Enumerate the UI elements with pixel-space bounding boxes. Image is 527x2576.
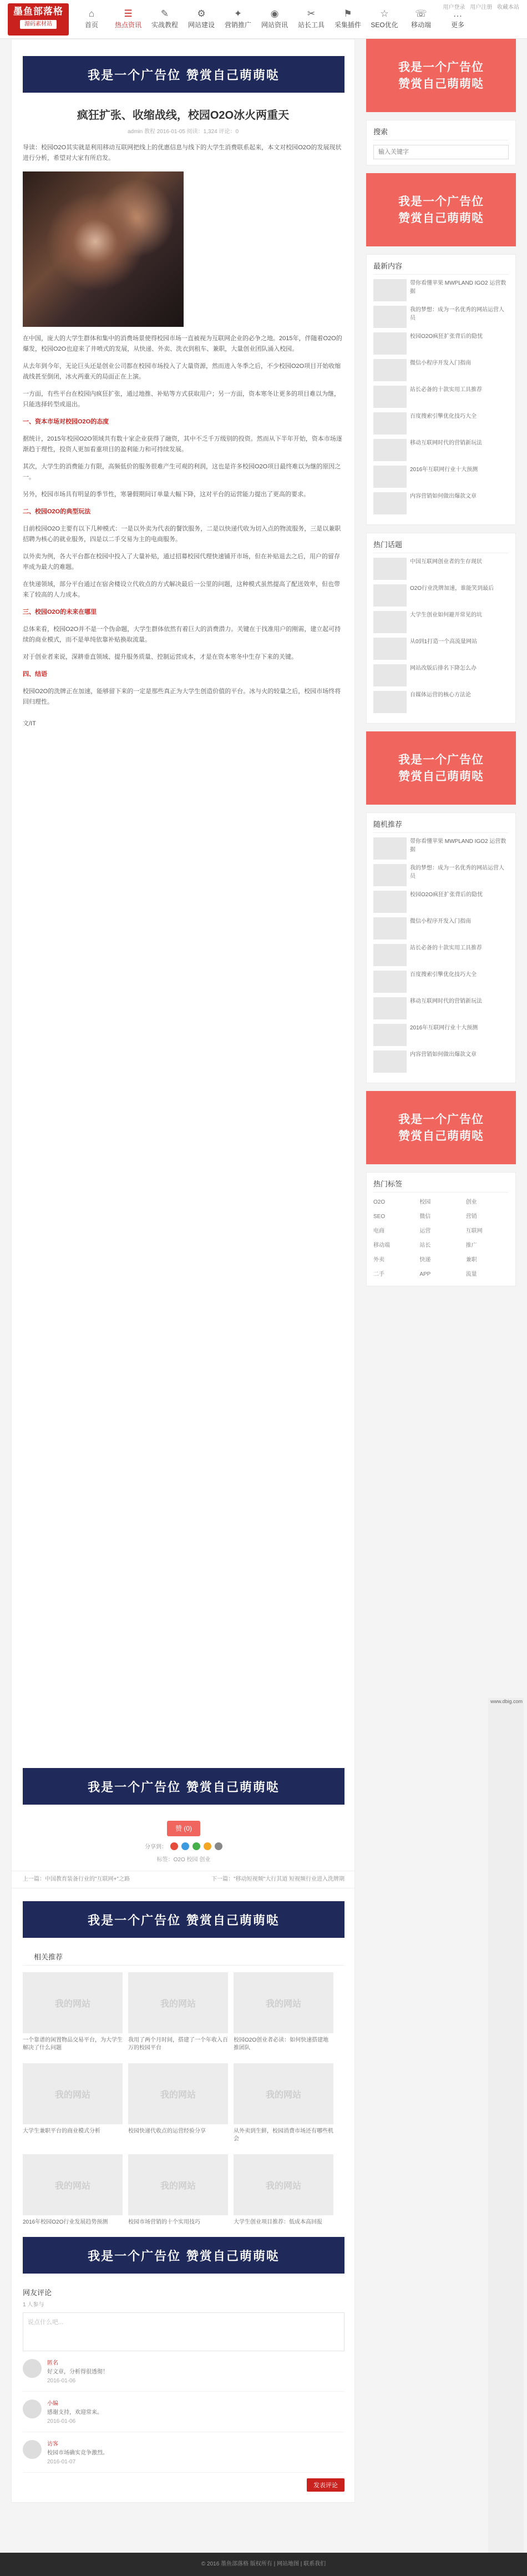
side-thumb bbox=[373, 944, 407, 966]
random-item[interactable] bbox=[373, 864, 509, 886]
tag-link[interactable]: 营销 bbox=[465, 1214, 477, 1220]
side-thumb bbox=[373, 917, 407, 940]
watermark: www.dbig.com bbox=[488, 1698, 524, 2573]
related-thumb: 我的网站 bbox=[128, 1972, 228, 2033]
nav-item-5[interactable] bbox=[256, 0, 293, 39]
latest-title: 最新内容 bbox=[373, 260, 509, 275]
tag-link[interactable]: O2O bbox=[373, 1199, 386, 1205]
ad-text: 我是一个广告位 赞赏自己萌萌哒 bbox=[88, 2249, 280, 2264]
related-thumb: 我的网站 bbox=[23, 2154, 123, 2215]
article-paragraph: 据统计，2015年校园O2O领域共有数十家企业获得了融资，其中不乏千万级别的投资。然而从下半年开始，资本市场逐渐趋于理性，投资人更加看重项目的盈利能力和可持续发展。 bbox=[23, 436, 342, 453]
nav-icon: ⚙ bbox=[197, 8, 206, 19]
avatar bbox=[23, 2440, 42, 2459]
tag-link[interactable]: 互联网 bbox=[465, 1228, 483, 1234]
related-thumb: 我的网站 bbox=[234, 2154, 333, 2215]
side-ad-2[interactable] bbox=[366, 173, 516, 246]
latest-item[interactable] bbox=[373, 386, 509, 408]
tag-link[interactable]: 快递 bbox=[419, 1257, 431, 1263]
comment-title: 网友评论 bbox=[23, 2289, 52, 2297]
nav-label: 网站资讯 bbox=[261, 21, 288, 29]
nav-item-7[interactable] bbox=[330, 0, 366, 39]
side-thumb bbox=[373, 412, 407, 435]
comment-count: 1 人参与 bbox=[23, 2302, 44, 2308]
article-paragraph: 校园O2O的洗牌正在加速，能够留下来的一定是那些真正为大学生创造价值的平台。冰与火的较量之后，校园市场终将回归理性。 bbox=[23, 688, 341, 705]
random-item[interactable] bbox=[373, 917, 509, 940]
prev-article-link[interactable]: 上一篇：中国教育装备行业的"互联网+"之路 bbox=[23, 1876, 130, 1882]
comment-ad-section bbox=[12, 2237, 356, 2274]
related-card[interactable] bbox=[23, 1972, 123, 2055]
tag-link[interactable]: 推广 bbox=[465, 1242, 477, 1249]
nav-item-8[interactable] bbox=[366, 0, 403, 39]
random-item[interactable] bbox=[373, 971, 509, 993]
article-paragraph: 目前校园O2O主要有以下几种模式：一是以外卖为代表的餐饮服务，二是以快递代收为切入点的物流服务，三是以兼职招聘为核心的就业服务，四是以二手交易为主的电商服务。 bbox=[23, 526, 341, 543]
tag-link[interactable]: 电商 bbox=[373, 1228, 384, 1234]
site-logo[interactable] bbox=[8, 3, 69, 36]
article-body bbox=[12, 334, 354, 708]
side-thumb bbox=[373, 891, 407, 913]
nav-label: 网站建设 bbox=[188, 21, 215, 29]
more-share-icon[interactable] bbox=[215, 1842, 222, 1850]
tag-link[interactable]: APP bbox=[419, 1271, 431, 1277]
qzone-icon[interactable] bbox=[204, 1842, 211, 1850]
random-item[interactable] bbox=[373, 891, 509, 913]
side-item-text: 带你看懂苹果 MWPLAND IGO2 运营数据 bbox=[410, 839, 506, 853]
latest-item[interactable] bbox=[373, 439, 509, 461]
wechat-icon[interactable] bbox=[192, 1842, 200, 1850]
article-paragraph: 总体来看，校园O2O并不是一个伪命题，大学生群体依然有着巨大的消费潜力。关键在于找准用户的刚需，建立起可持续的商业模式，而不是单纯依靠补贴换取流量。 bbox=[23, 626, 341, 643]
comment-ad-banner[interactable] bbox=[23, 2237, 344, 2274]
mid-ad-banner[interactable] bbox=[23, 1768, 344, 1805]
related-card[interactable] bbox=[234, 2154, 333, 2237]
nav-item-1[interactable] bbox=[110, 0, 146, 39]
side-item-text: 自媒体运营的核心方法论 bbox=[410, 692, 471, 698]
nav-label: 实战教程 bbox=[151, 21, 178, 29]
hot-item[interactable] bbox=[373, 638, 509, 660]
ad-line1: 我是一个广告位 bbox=[398, 752, 484, 766]
latest-item[interactable] bbox=[373, 466, 509, 488]
latest-item[interactable] bbox=[373, 412, 509, 435]
latest-box bbox=[366, 254, 516, 525]
related-card[interactable] bbox=[23, 2154, 123, 2237]
hot-item[interactable] bbox=[373, 664, 509, 686]
comment-text: 校园市场确实竞争激烈。 bbox=[47, 2450, 108, 2456]
nav-item-0[interactable] bbox=[73, 0, 110, 39]
random-item[interactable] bbox=[373, 997, 509, 1019]
side-thumb bbox=[373, 306, 407, 328]
latest-item[interactable] bbox=[373, 359, 509, 381]
article-paragraph: 一、资本市场对校园O2O的态度 bbox=[23, 418, 109, 425]
article-paragraph: 以外卖为例，各大平台都在校园中投入了大量补贴，通过招募校园代理快速铺开市场，但在补贴退去之后，用户的留存率成为最大的难题。 bbox=[23, 553, 340, 570]
weibo-icon[interactable] bbox=[170, 1842, 178, 1850]
hot-item[interactable] bbox=[373, 558, 509, 580]
article-paragraph: 其次，大学生的消费能力有限，高频低价的服务很难产生可观的利润，这也是许多校园O2O项目最终难以为继的原因之一。 bbox=[23, 463, 341, 481]
side-item-text: 我的梦想：成为一名优秀的网站运营人员 bbox=[410, 307, 504, 321]
side-thumb bbox=[373, 691, 407, 713]
top-ad-banner[interactable] bbox=[23, 56, 344, 93]
article-paragraph: 对于创业者来说，深耕垂直领域、提升服务质量、控制运营成本，才是在资本寒冬中生存下来的关键。 bbox=[23, 654, 297, 660]
side-thumb bbox=[373, 584, 407, 607]
side-item-text: 站长必备的十款实用工具推荐 bbox=[410, 387, 482, 393]
related-section bbox=[12, 1951, 356, 2237]
side-item-text: 移动互联网时代的营销新玩法 bbox=[410, 998, 482, 1004]
like-button[interactable]: 赞 (0) bbox=[167, 1821, 200, 1836]
nav-label: 热点资讯 bbox=[114, 21, 141, 29]
comment-item bbox=[23, 2440, 344, 2473]
comment-section bbox=[12, 2287, 356, 2492]
side-ad-3[interactable] bbox=[366, 731, 516, 805]
side-thumb bbox=[373, 466, 407, 488]
search-title: 搜索 bbox=[373, 126, 509, 140]
related-title-text: 大学生创业项目推荐：低成本高回报 bbox=[234, 2219, 322, 2225]
comment-time: 2016-01-06 bbox=[47, 2378, 76, 2384]
top-header bbox=[0, 0, 527, 39]
side-item-text: 带你看懂苹果 MWPLAND IGO2 运营数据 bbox=[410, 280, 506, 295]
nav-label: SEO优化 bbox=[371, 21, 398, 29]
related-title-text: 校园市场营销的十个实用技巧 bbox=[128, 2219, 200, 2225]
article-paragraph: 一方面，有些平台在校园内疯狂扩张，通过地推、补贴等方式获取用户；另一方面，资本寒冬让更多的项目难以为继，只能选择转型或退出。 bbox=[23, 391, 340, 408]
ad-text: 我是一个广告位 赞赏自己萌萌哒 bbox=[88, 68, 280, 83]
related-title-text: 校园O2O创业者必读：如何快速搭建地推团队 bbox=[234, 2037, 329, 2051]
comment-author[interactable]: 匿名 bbox=[47, 2360, 58, 2366]
side-thumb bbox=[373, 439, 407, 461]
side-item-text: 百度搜索引擎优化技巧大全 bbox=[410, 972, 477, 978]
logo-title: 墨鱼部落格 bbox=[13, 6, 63, 17]
side-item-text: 移动互联网时代的营销新玩法 bbox=[410, 440, 482, 446]
comment-text: 感谢支持，欢迎常来。 bbox=[47, 2410, 103, 2416]
side-thumb bbox=[373, 359, 407, 381]
tag-link[interactable]: SEO bbox=[373, 1214, 386, 1220]
nav-icon: ◉ bbox=[270, 8, 279, 19]
bottom-ad-section bbox=[12, 1901, 356, 1938]
side-item-text: 我的梦想：成为一名优秀的网站运营人员 bbox=[410, 865, 504, 880]
hot-item[interactable] bbox=[373, 691, 509, 713]
side-thumb bbox=[373, 837, 407, 860]
user-bar bbox=[439, 3, 519, 12]
nav-icon: … bbox=[453, 8, 463, 19]
tag-link[interactable]: 移动端 bbox=[373, 1242, 390, 1249]
nav-label: 更多 bbox=[450, 21, 464, 29]
ad-line1: 我是一个广告位 bbox=[398, 1112, 484, 1126]
nav-item-9[interactable] bbox=[403, 0, 439, 39]
related-card[interactable] bbox=[234, 2063, 333, 2146]
comment-author[interactable]: 访客 bbox=[47, 2441, 58, 2447]
related-thumb: 我的网站 bbox=[234, 2063, 333, 2124]
related-title-text: 一个靠谱的闲置物品交易平台，为大学生解决了什么问题 bbox=[23, 2037, 123, 2051]
search-input[interactable] bbox=[373, 145, 509, 159]
sidebar bbox=[366, 39, 516, 1294]
article-main bbox=[11, 39, 355, 2503]
side-ad-1[interactable] bbox=[366, 39, 516, 112]
side-item-text: 2016年互联网行业十大预测 bbox=[410, 1025, 478, 1031]
related-card[interactable] bbox=[23, 2063, 123, 2146]
related-title-text: 我用了两个月时间，搭建了一个年收入百万的校园平台 bbox=[128, 2037, 228, 2051]
side-item-text: 校园O2O疯狂扩张背后的隐忧 bbox=[410, 334, 483, 340]
article-photo bbox=[23, 171, 184, 327]
side-item-text: 微信小程序开发入门指南 bbox=[410, 360, 471, 366]
article-paragraph: 四、结语 bbox=[23, 671, 47, 678]
latest-item[interactable] bbox=[373, 306, 509, 328]
ad-line1: 我是一个广告位 bbox=[398, 194, 484, 208]
related-thumb: 我的网站 bbox=[128, 2063, 228, 2124]
tags-box bbox=[366, 1172, 516, 1286]
article-lead: 导读：校园O2O其实就是利用移动互联网把线上的优惠信息与线下的大学生消费联系起来，本文对校园O2O的发展现状进行分析，希望对大家有所启发。 bbox=[23, 144, 342, 161]
share-section bbox=[12, 1821, 356, 1863]
nav-label: 首页 bbox=[84, 21, 98, 29]
nav-icon: ⌂ bbox=[88, 8, 95, 19]
nav-item-6[interactable] bbox=[293, 0, 330, 39]
site-footer: © 2016 墨鱼部落格 版权所有 | 网站地图 | 联系我们 bbox=[0, 2553, 527, 2576]
random-item[interactable] bbox=[373, 837, 509, 860]
comment-input[interactable]: 说点什么吧... bbox=[23, 2312, 344, 2351]
nav-label: 站长工具 bbox=[297, 21, 325, 29]
side-item-text: 站长必备的十款实用工具推荐 bbox=[410, 945, 482, 951]
latest-item[interactable] bbox=[373, 332, 509, 355]
ad-line2: 赞赏自己萌萌哒 bbox=[398, 211, 484, 225]
side-thumb bbox=[373, 386, 407, 408]
nav-icon: ⚑ bbox=[343, 8, 352, 19]
nav-icon: ✂ bbox=[307, 8, 316, 19]
tag-link[interactable]: 校园 bbox=[419, 1199, 431, 1205]
tag-link[interactable]: 兼职 bbox=[465, 1257, 477, 1263]
comment-item bbox=[23, 2400, 344, 2432]
hot-title: 热门话题 bbox=[373, 539, 509, 553]
prev-next-nav bbox=[12, 1871, 356, 1888]
nav-label: 采集插件 bbox=[334, 21, 361, 29]
nav-icon: ✦ bbox=[234, 8, 242, 19]
tag-link[interactable]: 运营 bbox=[419, 1228, 431, 1234]
side-item-text: 校园O2O疯狂扩张背后的隐忧 bbox=[410, 892, 483, 898]
qq-icon[interactable] bbox=[181, 1842, 189, 1850]
nav-label: 移动端 bbox=[411, 21, 431, 29]
related-card[interactable] bbox=[128, 1972, 228, 2055]
nav-item-2[interactable] bbox=[146, 0, 183, 39]
related-thumb: 我的网站 bbox=[128, 2154, 228, 2215]
latest-item[interactable] bbox=[373, 492, 509, 514]
ad-text: 我是一个广告位 赞赏自己萌萌哒 bbox=[88, 1780, 280, 1795]
article-paragraph: 二、校园O2O的典型玩法 bbox=[23, 508, 91, 515]
nav-icon: ☆ bbox=[380, 8, 389, 19]
article-tags: 标签：O2O 校园 创业 bbox=[156, 1857, 211, 1863]
share-row bbox=[12, 1842, 356, 1850]
related-title-text: 2016年校园O2O行业发展趋势预测 bbox=[23, 2219, 108, 2225]
related-thumb: 我的网站 bbox=[23, 1972, 123, 2033]
random-item[interactable] bbox=[373, 1024, 509, 1046]
related-thumb: 我的网站 bbox=[234, 1972, 333, 2033]
related-title-text: 大学生兼职平台的商业模式分析 bbox=[23, 2128, 100, 2134]
related-title: 相关推荐 bbox=[23, 1951, 344, 1966]
article-paragraph: 从去年到今年，无论巨头还是创业公司都在校园市场投入了大量资源，然而进入冬季之后，不少校园O2O项目开始收缩战线甚至倒闭，冰火两重天的局面正在上演。 bbox=[23, 363, 341, 380]
avatar bbox=[23, 2400, 42, 2418]
register-link[interactable]: 用户注册 bbox=[470, 4, 493, 11]
tag-link[interactable]: 微信 bbox=[419, 1214, 431, 1220]
random-item[interactable] bbox=[373, 1050, 509, 1073]
tags-title: 热门标签 bbox=[373, 1178, 509, 1193]
side-item-text: 内容营销如何做出爆款文章 bbox=[410, 1052, 477, 1058]
side-thumb bbox=[373, 279, 407, 301]
related-card[interactable] bbox=[128, 2154, 228, 2237]
ad-line2: 赞赏自己萌萌哒 bbox=[398, 769, 484, 783]
mid-ad-section bbox=[12, 1768, 356, 1805]
related-card[interactable] bbox=[234, 1972, 333, 2055]
article-meta: admin 教程 2016-01-05 阅读：1,324 评论：0 bbox=[127, 129, 239, 135]
tag-link[interactable]: 创业 bbox=[465, 1199, 477, 1205]
side-thumb bbox=[373, 332, 407, 355]
nav-icon: ✎ bbox=[160, 8, 169, 19]
comment-author[interactable]: 小编 bbox=[47, 2401, 58, 2407]
article-paragraph: 另外，校园市场具有明显的季节性，寒暑假期间订单量大幅下降，这对平台的运营能力提出了更高的要求。 bbox=[23, 491, 310, 498]
article-paragraph: 三、校园O2O的未来在哪里 bbox=[23, 609, 97, 615]
side-item-text: 内容营销如何做出爆款文章 bbox=[410, 493, 477, 499]
ad-line1: 我是一个广告位 bbox=[398, 60, 484, 74]
side-thumb bbox=[373, 864, 407, 886]
avatar bbox=[23, 2359, 42, 2378]
side-item-text: 网站改版后排名下降怎么办 bbox=[410, 665, 477, 671]
search-box bbox=[366, 120, 516, 165]
side-item-text: 2016年互联网行业十大预测 bbox=[410, 467, 478, 473]
side-item-text: 百度搜索引擎优化技巧大全 bbox=[410, 413, 477, 420]
main-nav bbox=[73, 0, 476, 39]
related-title-text: 校园快递代收点的运营经验分享 bbox=[128, 2128, 206, 2134]
side-thumb bbox=[373, 611, 407, 633]
nav-item-3[interactable] bbox=[183, 0, 220, 39]
article-paragraph: 在快递领域，部分平台通过在宿舍楼设立代收点的方式解决最后一公里的问题，这种模式虽然提高了配送效率，但也带来了较高的人力成本。 bbox=[23, 581, 340, 598]
related-thumb: 我的网站 bbox=[23, 2063, 123, 2124]
side-thumb bbox=[373, 664, 407, 686]
side-thumb bbox=[373, 558, 407, 580]
ad-line2: 赞赏自己萌萌哒 bbox=[398, 1129, 484, 1143]
article-title: 疯狂扩张、收缩战线，校园O2O冰火两重天 bbox=[77, 109, 290, 122]
side-item-text: 大学生创业如何避开常见的坑 bbox=[410, 612, 482, 618]
comment-item bbox=[23, 2359, 344, 2392]
article-source: 文/IT bbox=[23, 720, 36, 727]
comment-time: 2016-01-06 bbox=[47, 2418, 76, 2425]
tag-link[interactable]: 二手 bbox=[373, 1271, 384, 1277]
side-item-text: 中国互联网创业者的生存现状 bbox=[410, 559, 482, 565]
related-card[interactable] bbox=[128, 2063, 228, 2146]
login-link[interactable]: 用户登录 bbox=[443, 4, 465, 11]
side-item-text: 微信小程序开发入门指南 bbox=[410, 918, 471, 925]
nav-item-4[interactable] bbox=[220, 0, 256, 39]
side-item-text: 从0到1打造一个高流量网站 bbox=[410, 639, 478, 645]
comment-text: 好文章，分析得很透彻！ bbox=[47, 2369, 108, 2375]
random-box bbox=[366, 812, 516, 1083]
latest-item[interactable] bbox=[373, 279, 509, 301]
tag-link[interactable]: 站长 bbox=[419, 1242, 431, 1249]
comment-time: 2016-01-07 bbox=[47, 2459, 76, 2465]
nav-icon: ☏ bbox=[415, 8, 427, 19]
side-thumb bbox=[373, 1024, 407, 1046]
share-label: 分享到： bbox=[145, 1844, 167, 1850]
side-thumb bbox=[373, 1050, 407, 1073]
side-item-text: O2O行业洗牌加速，谁能笑到最后 bbox=[410, 585, 494, 592]
hot-item[interactable] bbox=[373, 611, 509, 633]
hot-item[interactable] bbox=[373, 584, 509, 607]
hot-box bbox=[366, 533, 516, 724]
ad-text: 我是一个广告位 赞赏自己萌萌哒 bbox=[88, 1913, 280, 1928]
related-title-text: 从外卖到生鲜，校园消费市场还有哪些机会 bbox=[234, 2128, 333, 2142]
side-ad-4[interactable] bbox=[366, 1091, 516, 1164]
favorite-link[interactable]: 收藏本站 bbox=[497, 4, 519, 11]
nav-icon: ☰ bbox=[124, 8, 133, 19]
bottom-ad-banner[interactable] bbox=[23, 1901, 344, 1938]
ad-line2: 赞赏自己萌萌哒 bbox=[398, 77, 484, 90]
next-article-link[interactable]: 下一篇："移动短视频"大行其道 短视频行业进入洗牌期 bbox=[211, 1876, 344, 1882]
submit-comment-button[interactable]: 发表评论 bbox=[307, 2478, 344, 2492]
tag-link[interactable]: 外卖 bbox=[373, 1257, 384, 1263]
nav-label: 营销推广 bbox=[224, 21, 251, 29]
random-item[interactable] bbox=[373, 944, 509, 966]
article-paragraph: 在中国，庞大的大学生群体和集中的消费场景使得校园市场一直被视为互联网企业的必争之地。2015年，伴随着O2O的爆发，校园O2O也迎来了井喷式的发展，从快递、外卖、洗衣到租车、兼职，大量创业团队涌入校园。 bbox=[23, 335, 342, 352]
side-thumb bbox=[373, 638, 407, 660]
side-thumb bbox=[373, 492, 407, 514]
random-title: 随机推荐 bbox=[373, 819, 509, 833]
logo-subtitle: 源码素材站 bbox=[20, 20, 57, 29]
tag-link[interactable]: 流量 bbox=[465, 1271, 477, 1277]
side-thumb bbox=[373, 971, 407, 993]
side-thumb bbox=[373, 997, 407, 1019]
